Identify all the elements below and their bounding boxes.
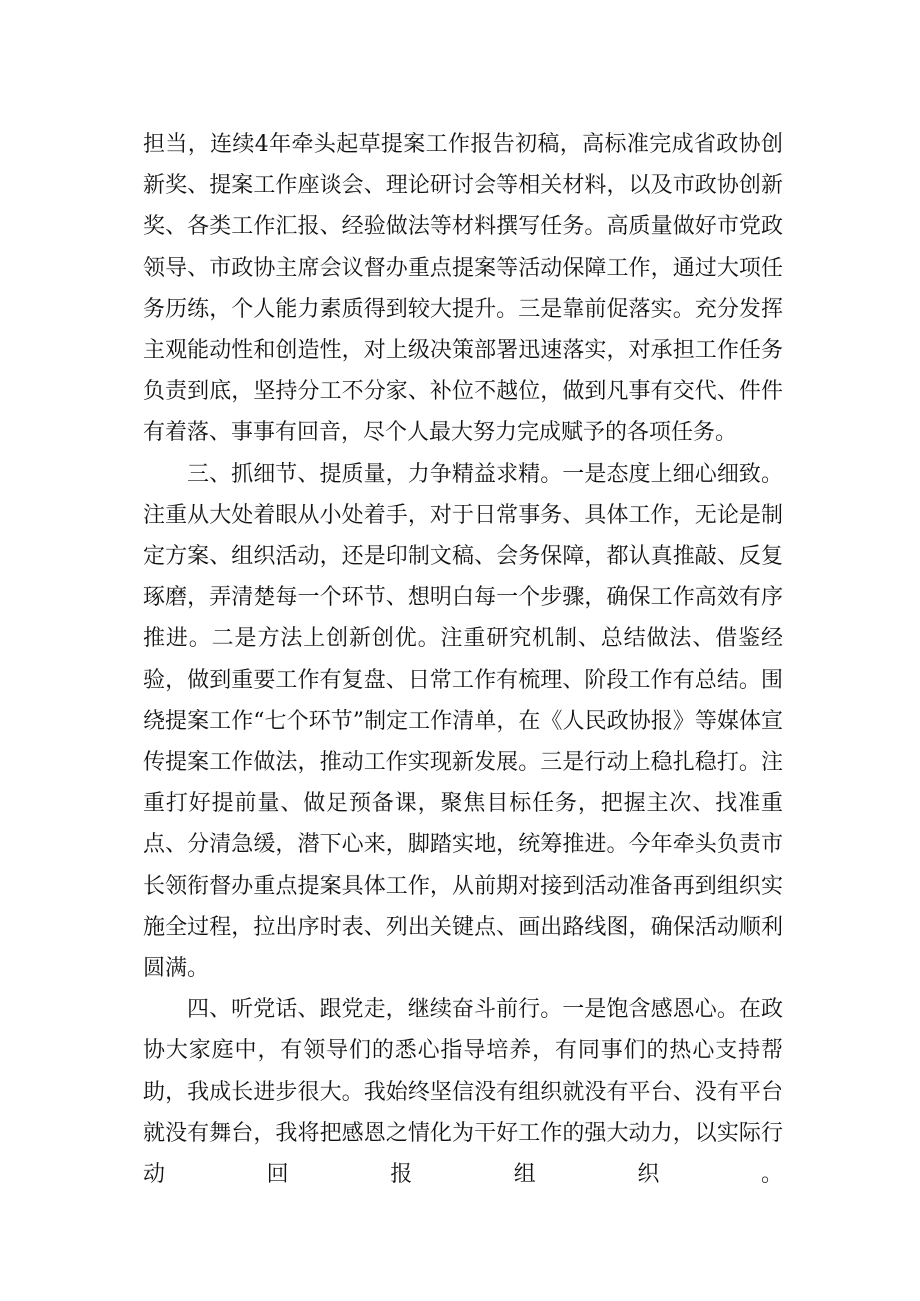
paragraph-section-three: 三、抓细节、提质量，力争精益求精。一是态度上细心细致。注重从大处着眼从小处着手，对于日常事务、具体工作，无论是制定方案、组织活动，还是印制文稿、会务保障，都认真推敲、反复琢磨，弄清楚每一个环节、想明白每一个步骤，确保工作高效有序推进。二是方法上创新创优。注重研究机制、总结做法、借鉴经验，做到重要工作有复盘、日常工作有梳理、阶段工作有总结。围绕提案工作“七个环节”制定工作清单，在《人民政协报》等媒体宣传提案工作做法，推动工作实现新发展。三是行动上稳扎稳打。注重打好提前量、做足预备课，聚焦目标任务，把握主次、找准重点、分清急缓，潜下心来，脚踏实地，统筹推进。今年牵头负责市长领衔督办重点提案具体工作，从前期对接到活动准备再到组织实施全过程，拉出序时表、列出关键点、画出路线图，确保活动顺利圆满。	[143, 461, 783, 982]
paragraph-section-four: 四、听党话、跟党走，继续奋斗前行。一是饱含感恩心。在政协大家庭中，有领导们的悉心指导培养，有同事们的热心支持帮助，我成长进步很大。我始终坚信没有组织就没有平台、没有平台就没有舞台，我将把感恩之情化为干好工作的强大动力，以实际行动回报组织。	[143, 997, 783, 1188]
paragraph-continuation: 担当，连续4年牵头起草提案工作报告初稿，高标准完成省政协创新奖、提案工作座谈会、理论研讨会等相关材料，以及市政协创新奖、各类工作汇报、经验做法等材料撰写任务。高质量做好市党政领导、市政协主席会议督办重点提案等活动保障工作，通过大项任务历练，个人能力素质得到较大提升。三是靠前促落实。充分发挥主观能动性和创造性，对上级决策部署迅速落实，对承担工作任务负责到底，坚持分工不分家、补位不越位，做到凡事有交代、件件有着落、事事有回音，尽个人最大努力完成赋予的各项任务。	[143, 132, 783, 446]
document-body	[143, 124, 783, 1195]
